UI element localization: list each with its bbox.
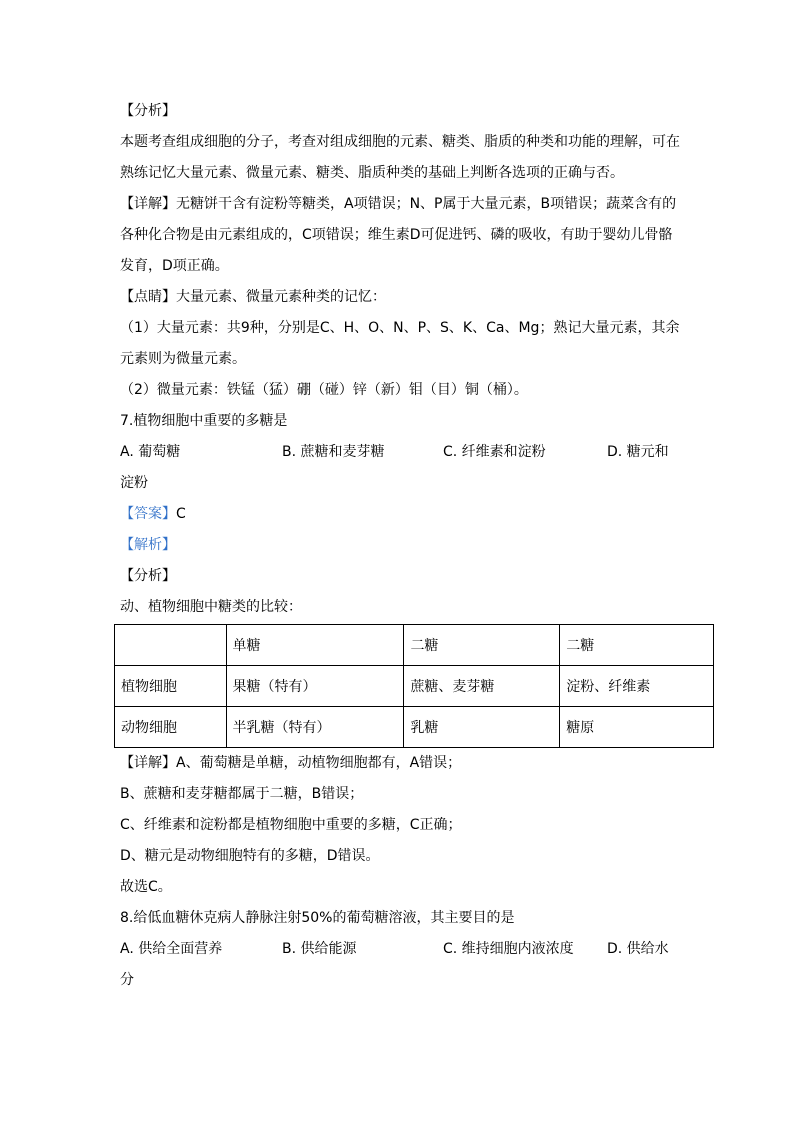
q7-option-a: A. 葡萄糖 [120, 444, 181, 460]
table-header-cell [115, 625, 227, 666]
question-7-stem: 7.植物细胞中重要的多糖是 [120, 413, 288, 429]
q7-detail-c: C、纤维素和淀粉都是植物细胞中重要的多糖，C正确； [120, 817, 462, 833]
detail-text: 无糖饼干含有淀粉等糖类，A项错误；N、P属于大量元素，B项错误；蔬菜含有的各种化合物是由元素组成的，C项错误；维生素D可促进钙、磷的吸收，有助于婴幼儿骨骼发育，D项正确。 [120, 196, 677, 274]
table-cell: 动物细胞 [115, 707, 227, 748]
detail-paragraph [120, 189, 680, 282]
table-cell: 半乳糖（特有） [226, 707, 404, 748]
q8-option-d-wrap: 分 [120, 972, 134, 988]
detail-heading: 【详解】 [120, 196, 176, 212]
tips-point-2: （2）微量元素：铁锰（猛）硼（碰）锌（新）钼（目）铜（桶）。 [120, 382, 528, 398]
question-8-stem: 8.给低血糖休克病人静脉注射50%的葡萄糖溶液，其主要目的是 [120, 910, 515, 926]
tips-line [120, 282, 680, 313]
sugar-comparison-table [114, 624, 714, 748]
q7-option-d-wrap: 淀粉 [120, 475, 148, 491]
analysis-heading: 【分析】 [120, 103, 176, 119]
table-cell: 糖原 [560, 707, 714, 748]
table-intro: 动、植物细胞中糖类的比较： [120, 599, 302, 615]
q7-option-b: B. 蔗糖和麦芽糖 [282, 444, 385, 460]
question-7-options [120, 437, 680, 468]
analysis-text: 本题考查组成细胞的分子，考查对组成细胞的元素、糖类、脂质的种类和功能的理解，可在熟练记忆大量元素、微量元素、糖类、脂质种类的基础上判断各选项的正确与否。 [120, 134, 680, 181]
q7-detail-a [120, 748, 680, 779]
q7-conclusion: 故选C。 [120, 879, 172, 895]
q7-analysis-heading: 【分析】 [120, 568, 176, 584]
table-header-row [115, 625, 714, 666]
table-cell: 果糖（特有） [226, 666, 404, 707]
q8-option-d: D. 供给水 [607, 941, 669, 957]
table-header-cell: 二糖 [404, 625, 560, 666]
q7-detail-heading: 【详解】 [120, 755, 176, 771]
table-cell: 淀粉、纤维素 [560, 666, 714, 707]
tips-text: 大量元素、微量元素种类的记忆： [176, 289, 386, 305]
table-header-cell: 单糖 [226, 625, 404, 666]
q7-option-c: C. 纤维素和淀粉 [443, 444, 546, 460]
table-cell: 植物细胞 [115, 666, 227, 707]
answer-label: 【答案】 [120, 506, 176, 522]
explanation-label: 【解析】 [120, 537, 176, 553]
q7-answer-line [120, 499, 680, 530]
question-8-options [120, 934, 680, 965]
q7-option-d: D. 糖元和 [607, 444, 669, 460]
q8-option-a: A. 供给全面营养 [120, 941, 223, 957]
table-cell: 乳糖 [404, 707, 560, 748]
q8-option-b: B. 供给能源 [282, 941, 357, 957]
q7-detail-d: D、糖元是动物细胞特有的多糖，D错误。 [120, 848, 380, 864]
document-page [120, 96, 680, 996]
table-header-cell: 二糖 [560, 625, 714, 666]
table-row [115, 707, 714, 748]
table-cell: 蔗糖、麦芽糖 [404, 666, 560, 707]
q7-detail-b: B、蔗糖和麦芽糖都属于二糖，B错误； [120, 786, 364, 802]
tips-heading: 【点睛】 [120, 289, 176, 305]
q7-detail-a-text: A、葡萄糖是单糖，动植物细胞都有，A错误； [176, 755, 462, 771]
answer-value: C [176, 506, 186, 522]
tips-point-1: （1）大量元素：共9种，分别是C、H、O、N、P、S、K、Ca、Mg；熟记大量元素，其余元素则为微量元素。 [120, 320, 680, 367]
table-row [115, 666, 714, 707]
q8-option-c: C. 维持细胞内液浓度 [443, 941, 574, 957]
